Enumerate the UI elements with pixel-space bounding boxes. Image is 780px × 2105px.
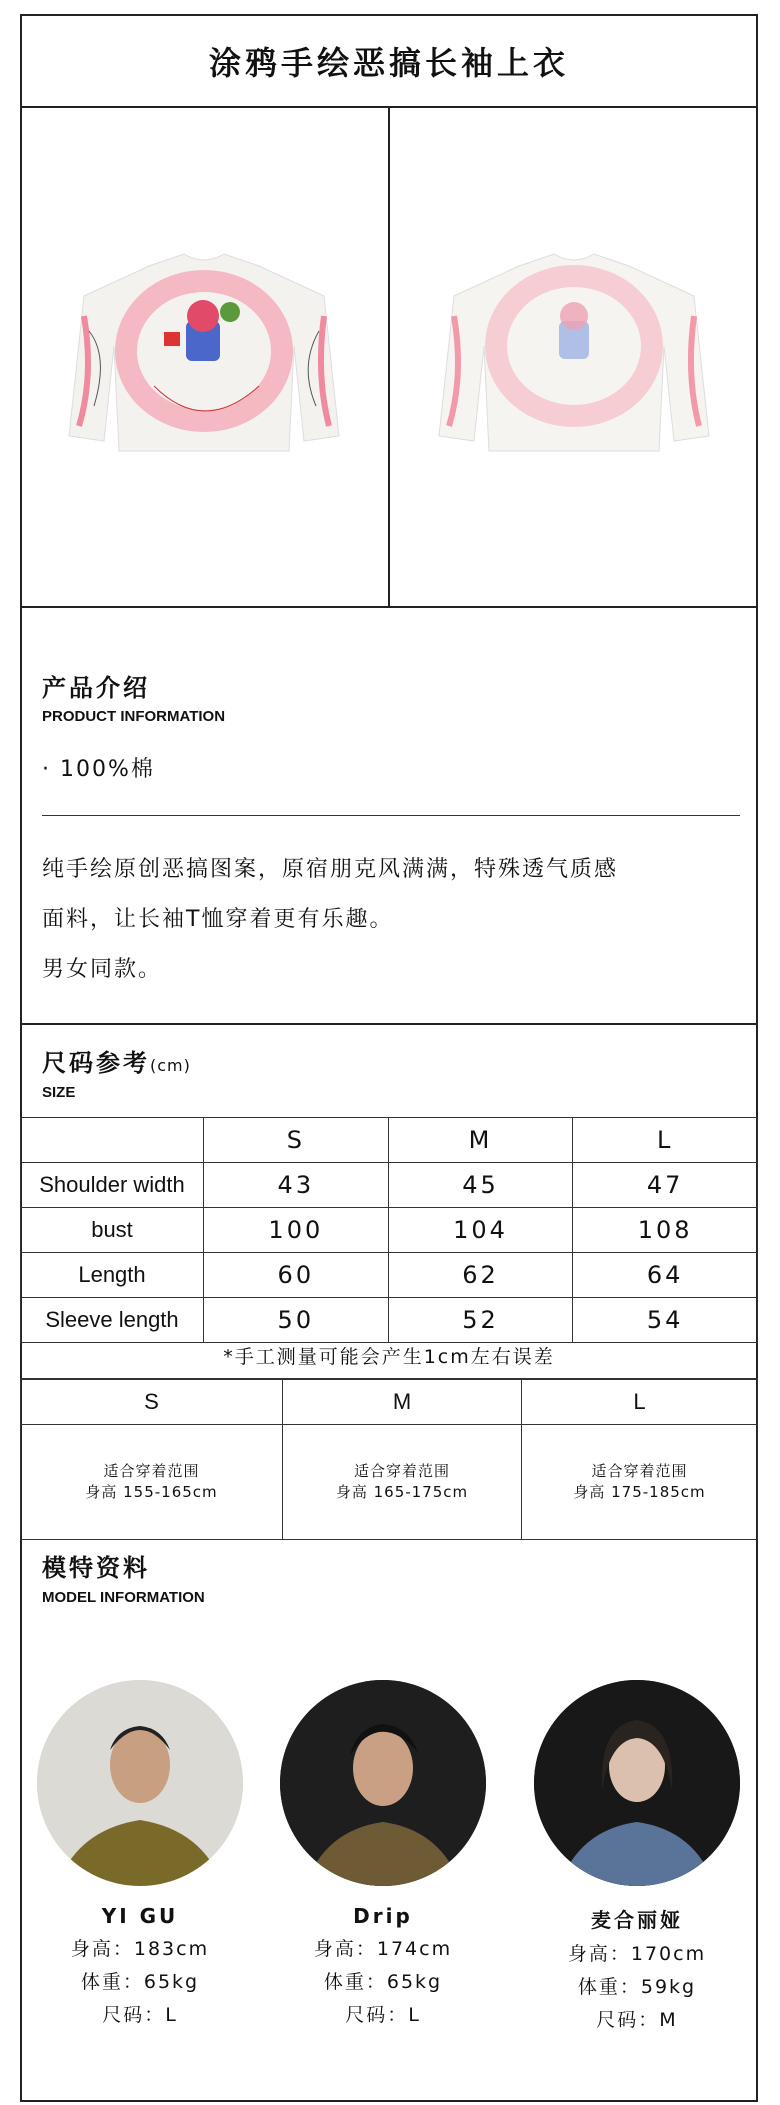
title-banner — [20, 14, 758, 108]
page-title: 涂鸦手绘恶搞长袖上衣 — [208, 44, 569, 82]
row-label: Sleeve length — [21, 1298, 204, 1343]
material-text: · 100%棉 — [42, 757, 155, 782]
model-heading-en: MODEL INFORMATION — [42, 1589, 205, 1606]
model-name: Drip — [353, 1904, 413, 1928]
section-divider — [20, 1023, 758, 1025]
back-shirt-image — [424, 236, 724, 476]
cell-value: 50 — [204, 1298, 389, 1343]
model-weight: 体重：59kg — [577, 1976, 697, 1998]
model-weight: 体重：65kg — [323, 1971, 443, 1993]
row-label: Length — [21, 1253, 204, 1298]
row-label: Shoulder width — [21, 1163, 204, 1208]
model-heading: 模特资料 — [42, 1554, 150, 1582]
size-col-l: L — [573, 1118, 758, 1163]
fit-header-row — [21, 1380, 758, 1425]
size-col-m: M — [388, 1118, 573, 1163]
fit-label: 适合穿着范围 — [353, 1462, 450, 1480]
model-photo — [534, 1680, 740, 1886]
avatar — [37, 1680, 243, 1886]
table-row — [21, 1253, 758, 1298]
size-col-s: S — [204, 1118, 389, 1163]
product-heading-en: PRODUCT INFORMATION — [42, 708, 226, 725]
front-photo — [20, 106, 388, 606]
size-heading-text: 尺码参考 — [42, 1049, 150, 1077]
cell-value: 52 — [388, 1298, 573, 1343]
description-line-1: 纯手绘原创恶搞图案，原宿朋克风满满，特殊透气质感 — [42, 857, 619, 882]
model-card — [278, 1680, 488, 2027]
model-photo — [280, 1680, 486, 1886]
avatar — [280, 1680, 486, 1886]
model-height: 身高：183cm — [70, 1938, 210, 1960]
model-photo — [37, 1680, 243, 1886]
model-size: 尺码：M — [596, 2009, 678, 2031]
size-heading-en: SIZE — [42, 1084, 76, 1101]
description-line-2: 面料，让长袖T恤穿着更有乐趣。 — [42, 907, 394, 932]
product-photos — [20, 106, 758, 608]
model-height: 身高：170cm — [567, 1943, 707, 1965]
row-label: bust — [21, 1208, 204, 1253]
product-heading: 产品介绍 — [42, 674, 150, 702]
fit-body-row — [21, 1425, 758, 1540]
fit-range: 身高 175-185cm — [573, 1483, 706, 1501]
model-card — [532, 1680, 742, 2032]
description-line-3: 男女同款。 — [42, 957, 163, 982]
size-table — [20, 1117, 758, 1343]
divider — [42, 815, 740, 816]
fit-cell-l — [522, 1425, 758, 1540]
table-row — [21, 1163, 758, 1208]
avatar — [534, 1680, 740, 1886]
fit-size-l: L — [522, 1380, 758, 1425]
fit-range: 身高 165-175cm — [335, 1483, 469, 1501]
fit-size-m: M — [283, 1380, 522, 1425]
model-size: 尺码：L — [102, 2004, 178, 2026]
measurement-note: *手工测量可能会产生1cm左右误差 — [20, 1333, 758, 1379]
cell-value: 47 — [573, 1163, 758, 1208]
size-unit: (cm) — [150, 1056, 191, 1075]
cell-value: 104 — [388, 1208, 573, 1253]
size-corner-cell — [21, 1118, 204, 1163]
table-row — [21, 1208, 758, 1253]
cell-value: 100 — [204, 1208, 389, 1253]
model-name: 麦合丽娅 — [591, 1908, 683, 1932]
fit-label: 适合穿着范围 — [591, 1462, 688, 1480]
fit-cell-m — [283, 1425, 522, 1540]
cell-value: 62 — [388, 1253, 573, 1298]
fit-label: 适合穿着范围 — [103, 1462, 200, 1480]
fit-cell-s — [21, 1425, 283, 1540]
model-list — [20, 1680, 758, 2040]
fit-size-s: S — [21, 1380, 283, 1425]
model-name: YI GU — [101, 1904, 179, 1928]
cell-value: 64 — [573, 1253, 758, 1298]
cell-value: 60 — [204, 1253, 389, 1298]
fit-table — [20, 1379, 758, 1540]
front-shirt-image — [54, 236, 354, 476]
model-weight: 体重：65kg — [80, 1971, 200, 1993]
cell-value: 108 — [573, 1208, 758, 1253]
size-heading — [42, 1043, 191, 1078]
model-size: 尺码：L — [345, 2004, 421, 2026]
fit-range: 身高 155-165cm — [85, 1483, 218, 1501]
cell-value: 45 — [388, 1163, 573, 1208]
cell-value: 43 — [204, 1163, 389, 1208]
cell-value: 54 — [573, 1298, 758, 1343]
back-photo — [388, 106, 758, 606]
model-card — [35, 1680, 245, 2027]
size-header-row — [21, 1118, 758, 1163]
model-height: 身高：174cm — [313, 1938, 453, 1960]
